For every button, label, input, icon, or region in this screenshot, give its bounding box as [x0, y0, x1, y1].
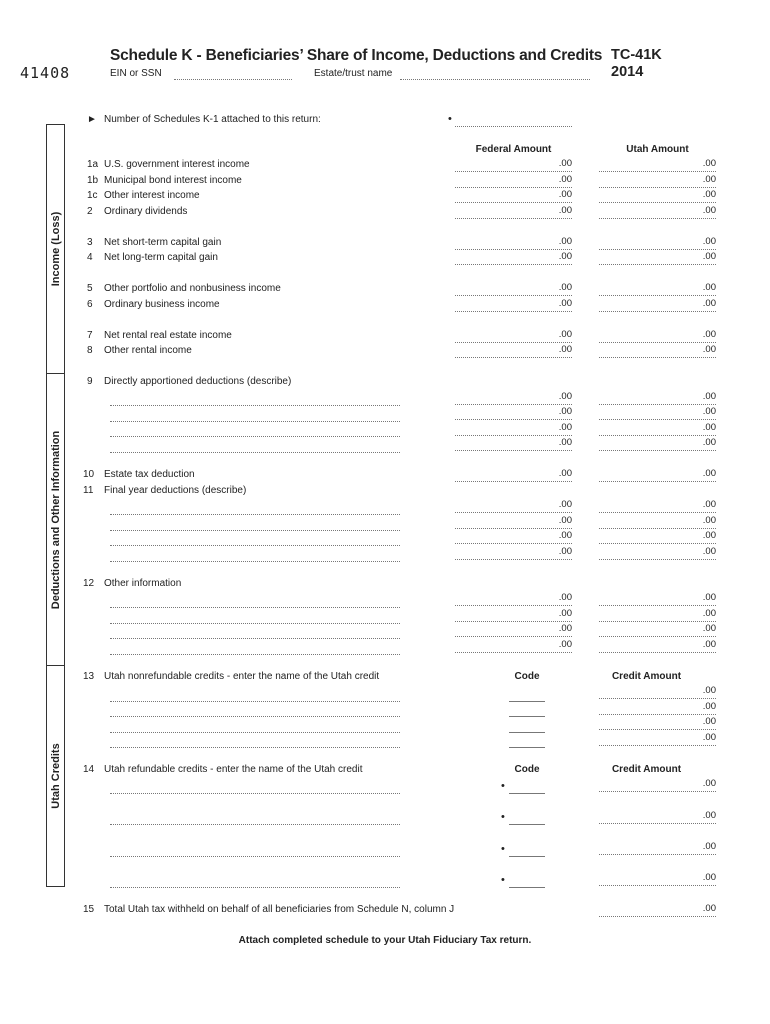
- line-13-label: Utah nonrefundable credits - enter the name of the Utah credit: [104, 671, 380, 682]
- credit-code-field[interactable]: [509, 700, 545, 702]
- line-number: 1c: [87, 190, 98, 201]
- description-line[interactable]: [110, 606, 400, 608]
- line-number: 15: [83, 904, 95, 915]
- credit-name-line[interactable]: [110, 731, 400, 733]
- form-code-label: TC-41K: [611, 47, 662, 63]
- description-line[interactable]: [110, 529, 400, 531]
- line-number: 14: [83, 764, 95, 775]
- federal-amount-field[interactable]: .00: [455, 251, 572, 265]
- federal-amount-field[interactable]: .00: [455, 623, 572, 637]
- line-8-label: Other rental income: [104, 345, 192, 356]
- line-number: 7: [87, 330, 93, 341]
- description-line[interactable]: [110, 653, 400, 655]
- federal-amount-field[interactable]: .00: [455, 437, 572, 451]
- refundable-credit-name-line[interactable]: [110, 855, 400, 857]
- refundable-credit-code-field[interactable]: [509, 855, 545, 857]
- estate-name-label: Estate/trust name: [314, 68, 393, 79]
- credit-code-field[interactable]: [509, 731, 545, 733]
- federal-amount-field[interactable]: .00: [455, 468, 572, 482]
- line-4-label: Net long-term capital gain: [104, 252, 218, 263]
- utah-amount-field[interactable]: .00: [599, 406, 716, 420]
- description-line[interactable]: [110, 404, 400, 406]
- utah-amount-field[interactable]: .00: [599, 158, 716, 172]
- line-number: 2: [87, 206, 93, 217]
- code-header: Code: [514, 671, 540, 682]
- footer-note: Attach completed schedule to your Utah Fiduciary Tax return.: [238, 935, 532, 946]
- utah-amount-field[interactable]: .00: [599, 391, 716, 405]
- tax-year: 2014: [611, 64, 644, 80]
- credit-name-line[interactable]: [110, 715, 400, 717]
- line-number: 12: [83, 578, 95, 589]
- line-3-label: Net short-term capital gain: [104, 237, 222, 248]
- form-number: 41408: [20, 64, 71, 82]
- refundable-credit-amount-field[interactable]: .00: [599, 841, 716, 855]
- description-line[interactable]: [110, 435, 400, 437]
- line-2-label: Ordinary dividends: [104, 206, 188, 217]
- utah-amount-field[interactable]: .00: [599, 251, 716, 265]
- federal-amount-field[interactable]: .00: [455, 608, 572, 622]
- bullet-icon: •: [501, 811, 505, 823]
- line-number: 11: [83, 485, 94, 496]
- page-title: Schedule K - Beneficiaries’ Share of Income, Deductions and Credits: [110, 47, 603, 64]
- bullet-icon: •: [448, 113, 452, 125]
- utah-amount-field[interactable]: .00: [599, 546, 716, 560]
- utah-amount-field[interactable]: .00: [599, 189, 716, 203]
- refundable-credit-name-line[interactable]: [110, 823, 400, 825]
- federal-amount-field[interactable]: .00: [455, 282, 572, 296]
- utah-amount-field[interactable]: .00: [599, 344, 716, 358]
- description-line[interactable]: [110, 560, 400, 562]
- description-line[interactable]: [110, 513, 400, 515]
- line-number: 1a: [87, 159, 99, 170]
- refundable-credit-name-line[interactable]: [110, 792, 400, 794]
- line-1b-label: Municipal bond interest income: [104, 175, 242, 186]
- section-income-label: Income (Loss): [49, 211, 62, 287]
- federal-amount-field[interactable]: .00: [455, 158, 572, 172]
- utah-amount-field[interactable]: .00: [599, 236, 716, 250]
- federal-amount-field[interactable]: .00: [455, 298, 572, 312]
- code-header: Code: [514, 764, 540, 775]
- section-credits: [46, 665, 65, 887]
- description-line[interactable]: [110, 637, 400, 639]
- federal-amount-field[interactable]: .00: [455, 422, 572, 436]
- utah-amount-field[interactable]: .00: [599, 592, 716, 606]
- credit-name-line[interactable]: [110, 700, 400, 702]
- federal-amount-field[interactable]: .00: [455, 189, 572, 203]
- utah-amount-field[interactable]: .00: [599, 499, 716, 513]
- federal-amount-field[interactable]: .00: [455, 344, 572, 358]
- federal-amount-field[interactable]: .00: [455, 639, 572, 653]
- description-line[interactable]: [110, 420, 400, 422]
- line-7-label: Net rental real estate income: [104, 330, 232, 341]
- credit-amount-field[interactable]: .00: [599, 685, 716, 699]
- federal-amount-field[interactable]: .00: [455, 515, 572, 529]
- refundable-credit-amount-field[interactable]: .00: [599, 872, 716, 886]
- line-number: 13: [83, 671, 95, 682]
- utah-amount-field[interactable]: .00: [599, 282, 716, 296]
- utah-amount-field[interactable]: .00: [599, 530, 716, 544]
- credit-code-field[interactable]: [509, 715, 545, 717]
- utah-amount-field[interactable]: .00: [599, 468, 716, 482]
- federal-amount-field[interactable]: .00: [455, 391, 572, 405]
- bullet-icon: •: [501, 874, 505, 886]
- description-line[interactable]: [110, 544, 400, 546]
- line-number: 5: [87, 283, 93, 294]
- federal-amount-field[interactable]: .00: [455, 406, 572, 420]
- line-number: 8: [87, 345, 93, 356]
- refundable-credit-code-field[interactable]: [509, 886, 545, 888]
- line-6-label: Ordinary business income: [104, 299, 220, 310]
- utah-amount-field[interactable]: .00: [599, 174, 716, 188]
- utah-amount-field[interactable]: .00: [599, 437, 716, 451]
- arrow-icon: ►: [87, 114, 97, 125]
- refundable-credit-name-line[interactable]: [110, 886, 400, 888]
- ein-label: EIN or SSN: [110, 68, 162, 79]
- form-code: [611, 47, 662, 81]
- estate-name-field[interactable]: [400, 78, 590, 80]
- description-line[interactable]: [110, 622, 400, 624]
- credit-amount-field[interactable]: .00: [599, 716, 716, 730]
- utah-amount-field[interactable]: .00: [599, 422, 716, 436]
- section-deductions: [46, 373, 65, 666]
- refundable-credit-code-field[interactable]: [509, 823, 545, 825]
- utah-amount-header: Utah Amount: [626, 144, 689, 155]
- utah-amount-field[interactable]: .00: [599, 623, 716, 637]
- utah-amount-field[interactable]: .00: [599, 608, 716, 622]
- federal-amount-field[interactable]: .00: [455, 236, 572, 250]
- credit-amount-field[interactable]: .00: [599, 701, 716, 715]
- federal-amount-field[interactable]: .00: [455, 499, 572, 513]
- total-withheld-field[interactable]: .00: [599, 903, 716, 917]
- line-number: 1b: [87, 175, 99, 186]
- federal-amount-field[interactable]: .00: [455, 174, 572, 188]
- line-number: 6: [87, 299, 93, 310]
- credit-amount-field[interactable]: .00: [599, 732, 716, 746]
- schedules-count-field[interactable]: [455, 125, 572, 127]
- utah-amount-field[interactable]: .00: [599, 329, 716, 343]
- line-12-label: Other information: [104, 578, 182, 589]
- line-number: 3: [87, 237, 93, 248]
- utah-amount-field[interactable]: .00: [599, 298, 716, 312]
- credit-amount-header: Credit Amount: [611, 671, 682, 682]
- line-9-label: Directly apportioned deductions (describe): [104, 376, 292, 387]
- federal-amount-field[interactable]: .00: [455, 329, 572, 343]
- federal-amount-field[interactable]: .00: [455, 592, 572, 606]
- line-10-label: Estate tax deduction: [104, 469, 195, 480]
- refundable-credit-amount-field[interactable]: .00: [599, 810, 716, 824]
- federal-amount-field[interactable]: .00: [455, 205, 572, 219]
- section-deductions-label: Deductions and Other Information: [49, 430, 62, 609]
- line-1a-label: U.S. government interest income: [104, 159, 250, 170]
- bullet-icon: •: [501, 843, 505, 855]
- line-number: 4: [87, 252, 93, 263]
- line-number: 10: [83, 469, 95, 480]
- section-income: [46, 124, 65, 374]
- line-11-label: Final year deductions (describe): [104, 485, 247, 496]
- ein-field[interactable]: [174, 78, 292, 80]
- credit-name-line[interactable]: [110, 746, 400, 748]
- federal-amount-header: Federal Amount: [475, 144, 552, 155]
- line-14-label: Utah refundable credits - enter the name of the Utah credit: [104, 764, 363, 775]
- bullet-icon: •: [501, 780, 505, 792]
- section-credits-label: Utah Credits: [49, 743, 62, 809]
- credit-code-field[interactable]: [509, 746, 545, 748]
- description-line[interactable]: [110, 451, 400, 453]
- schedules-count-label: Number of Schedules K-1 attached to this return:: [104, 114, 321, 125]
- line-15-label: Total Utah tax withheld on behalf of all beneficiaries from Schedule N, column J: [104, 904, 455, 915]
- federal-amount-field[interactable]: .00: [455, 546, 572, 560]
- line-5-label: Other portfolio and nonbusiness income: [104, 283, 281, 294]
- line-number: 9: [87, 376, 93, 387]
- utah-amount-field[interactable]: .00: [599, 205, 716, 219]
- refundable-credit-code-field[interactable]: [509, 792, 545, 794]
- credit-amount-header: Credit Amount: [611, 764, 682, 775]
- refundable-credit-amount-field[interactable]: .00: [599, 778, 716, 792]
- utah-amount-field[interactable]: .00: [599, 515, 716, 529]
- line-1c-label: Other interest income: [104, 190, 200, 201]
- federal-amount-field[interactable]: .00: [455, 530, 572, 544]
- utah-amount-field[interactable]: .00: [599, 639, 716, 653]
